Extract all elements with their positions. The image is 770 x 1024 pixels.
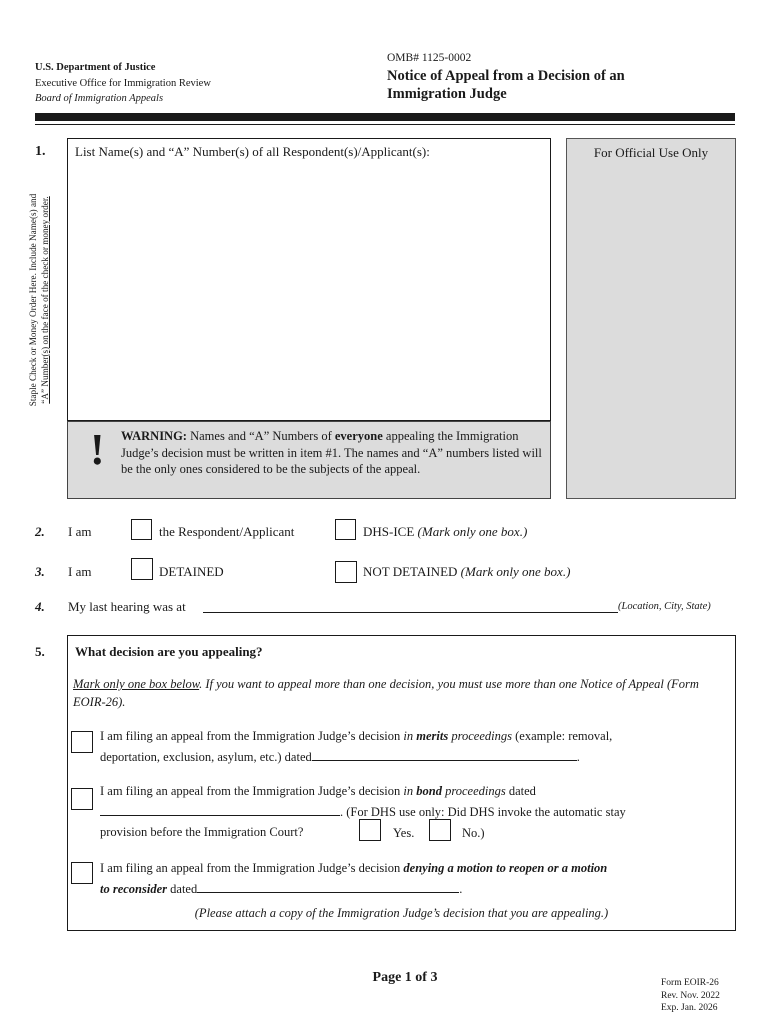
bond-text-g: provision before the Immigration Court? [100, 825, 304, 839]
merits-date-input[interactable] [312, 746, 577, 761]
item4-label: My last hearing was at [68, 599, 186, 614]
warning-text [121, 428, 545, 478]
office-name: Executive Office for Immigration Review [35, 77, 211, 89]
bond-text-b: in [403, 784, 414, 798]
warning-emphasis: everyone [334, 429, 383, 443]
merits-text-b: in [403, 729, 414, 743]
item2-number: 2. [35, 524, 45, 539]
not-detained-option [363, 564, 570, 580]
reopen-date-input[interactable] [197, 878, 459, 893]
instruction-underlined: Mark only one box below [73, 677, 200, 691]
form-revision: Rev. Nov. 2022 [661, 990, 720, 1001]
board-name: Board of Immigration Appeals [35, 93, 164, 104]
warning-box [67, 421, 551, 499]
respondent-names-field[interactable] [67, 138, 551, 421]
item5-number: 5. [35, 644, 45, 659]
merits-option: I am filing an appeal from the Immigration Judge’s decision in merits proceedings (example: removal, deportation, exclusion, asylum, etc.) dated . [100, 729, 613, 764]
reopen-text-a: I am filing an appeal from the Immigration Judge’s decision [100, 861, 404, 875]
last-hearing-location-input[interactable] [203, 612, 618, 613]
staple-instruction [27, 176, 57, 424]
header-rule-thick [35, 113, 735, 121]
warning-icon: ! [90, 425, 105, 474]
official-use-label: For Official Use Only [593, 145, 709, 160]
item5-question: What decision are you appealing? [75, 644, 263, 659]
item5-instruction [73, 676, 723, 711]
form-expiration: Exp. Jan. 2026 [661, 1003, 718, 1013]
warning-prefix: WARNING: [121, 429, 187, 443]
bond-checkbox[interactable] [71, 788, 93, 810]
bond-option [100, 781, 730, 842]
merits-text-f: deportation, exclusion, asylum, etc.) dated [100, 750, 312, 764]
page-number: Page 1 of 3 [372, 970, 438, 985]
attach-note: (Please attach a copy of the Immigration Judge’s decision that you are appealing.) [194, 906, 609, 920]
reopen-checkbox[interactable] [71, 862, 93, 884]
merits-text-e: (example: removal, [511, 729, 613, 743]
stay-no-label: No.) [462, 826, 485, 840]
agency-block [35, 60, 211, 107]
stay-no-checkbox[interactable] [429, 819, 451, 841]
warning-text-b: appealing the Immigration Judge’s decision must be written in item #1. The names and “A” numbers listed will be the only ones considered to be the subjects of the appeal. [121, 429, 542, 476]
detained-checkbox[interactable] [131, 558, 153, 580]
official-use-box [566, 138, 736, 499]
dhs-ice-option [363, 524, 527, 540]
dhs-ice-checkbox[interactable] [335, 519, 356, 540]
reopen-text-d: dated [167, 882, 198, 896]
warning-text-a: Names and “A” Numbers of [186, 429, 335, 443]
item2-lead: I am [68, 524, 92, 539]
form-meta [661, 977, 720, 1015]
item4-hint: (Location, City, State) [618, 601, 711, 612]
item3-note: (Mark only one box.) [460, 564, 571, 579]
item1-label: List Name(s) and “A” Number(s) of all Respondent(s)/Applicant(s): [75, 144, 430, 159]
form-header [387, 52, 687, 103]
not-detained-checkbox[interactable] [335, 561, 357, 583]
omb-number: OMB# 1125-0002 [387, 52, 472, 64]
header-rule-thin [35, 124, 735, 125]
staple-instruction-line2: “A” Number(s) on the face of the check or money order. [40, 196, 50, 404]
form-title: Notice of Appeal from a Decision of an Immigration Judge [387, 68, 625, 102]
bond-date-input[interactable] [100, 801, 340, 816]
item2-note: (Mark only one box.) [417, 524, 528, 539]
merits-text-a: I am filing an appeal from the Immigration Judge’s decision [100, 729, 404, 743]
bond-text-e: dated [505, 784, 536, 798]
bond-text-a: I am filing an appeal from the Immigration Judge’s decision [100, 784, 404, 798]
department-name: U.S. Department of Justice [35, 62, 156, 73]
merits-checkbox[interactable] [71, 731, 93, 753]
form-id: Form EOIR-26 [661, 978, 719, 988]
dhs-ice-label: DHS-ICE [363, 524, 415, 539]
item1-number: 1. [35, 144, 46, 159]
merits-text-d: proceedings [451, 729, 512, 743]
respondent-applicant-label: the Respondent/Applicant [159, 524, 295, 539]
decision-section [67, 635, 736, 931]
bond-text-f: . (For DHS use only: Did DHS invoke the automatic stay [340, 805, 626, 819]
item4-number: 4. [35, 599, 45, 614]
stay-yes-label: Yes. [393, 826, 415, 840]
respondent-applicant-checkbox[interactable] [131, 519, 152, 540]
not-detained-label: NOT DETAINED [363, 564, 458, 579]
stay-yes-checkbox[interactable] [359, 819, 381, 841]
detained-label: DETAINED [159, 564, 224, 579]
reopen-option: I am filing an appeal from the Immigration Judge’s decision denying a motion to reopen or a motion to reconsider dated . [100, 861, 608, 896]
instruction-rest: . If you want to appeal more than one decision, you must use more than one Notice of Appeal (Form EOIR-26). [73, 677, 699, 709]
reopen-text-b: denying a motion to reopen or a motion [403, 861, 608, 875]
staple-instruction-line1: Staple Check or Money Order Here. Include Name(s) and [28, 193, 38, 407]
item3-number: 3. [35, 564, 45, 579]
merits-text-c: merits [416, 729, 449, 743]
bond-text-c: bond [416, 784, 442, 798]
reopen-text-c: to reconsider [100, 882, 168, 896]
bond-text-d: proceedings [445, 784, 506, 798]
item3-lead: I am [68, 564, 92, 579]
